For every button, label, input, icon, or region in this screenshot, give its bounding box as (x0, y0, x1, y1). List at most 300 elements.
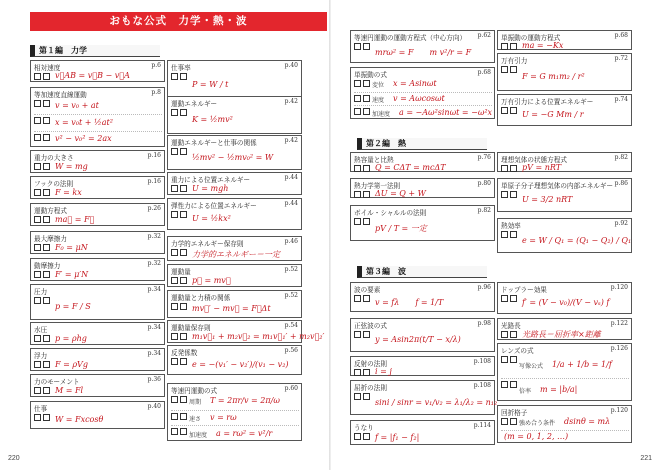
check-box[interactable] (501, 356, 508, 363)
checkbox-group (171, 333, 188, 340)
check-box[interactable] (43, 216, 50, 223)
formula-box (497, 318, 632, 340)
check-box[interactable] (354, 165, 361, 172)
formula-box (167, 236, 302, 261)
formula-box (30, 284, 165, 320)
check-box[interactable] (171, 73, 178, 80)
formula-line (171, 183, 299, 195)
check-box[interactable] (171, 148, 178, 155)
formula-text: y = Asin2π(t/T − x/λ) (375, 335, 461, 344)
checkbox-group (34, 73, 51, 80)
checkbox-group (171, 413, 188, 420)
formula-box (350, 205, 495, 241)
check-box[interactable] (363, 43, 370, 50)
formula-line (34, 412, 162, 429)
page-gutter (329, 0, 331, 470)
formula-box-title: 万有引力による位置エネルギー (501, 98, 594, 106)
check-box[interactable] (354, 95, 361, 102)
check-box[interactable] (34, 271, 41, 278)
check-box[interactable] (34, 297, 41, 304)
formula-box-title: 正弦波の式 (354, 322, 387, 330)
formula-text: (m = 0, 1, 2, …) (504, 431, 569, 441)
check-box[interactable] (43, 271, 50, 278)
formula-label: 強め合う条件 (519, 420, 556, 428)
check-box[interactable] (180, 396, 187, 403)
formula-line (501, 416, 629, 430)
check-box[interactable] (501, 295, 508, 302)
formula-box-title: 最大摩擦力 (34, 235, 67, 243)
formula-line (354, 431, 492, 445)
formula-text: U = mgh (192, 183, 229, 193)
formula-text: U = ½kx² (192, 214, 231, 223)
check-box[interactable] (363, 108, 370, 115)
formula-box-title: レンズの式 (501, 347, 534, 355)
formula-box-title: 重力の大きさ (34, 154, 74, 162)
formula-box (30, 401, 165, 429)
check-box[interactable] (180, 358, 187, 365)
formula-box-title: ボイル・シャルルの法則 (354, 209, 427, 217)
checkbox-group (501, 231, 518, 238)
checkbox-group (354, 95, 371, 102)
check-box[interactable] (34, 73, 41, 80)
check-box[interactable] (510, 191, 517, 198)
formula-box (497, 30, 632, 50)
formula-text: i = j (375, 367, 392, 376)
formula-box (167, 290, 302, 318)
page-number-left: 220 (8, 455, 20, 462)
formula-text: 力学的エネルギー＝一定 (192, 249, 280, 259)
formula-text: M = Fl (55, 385, 84, 395)
formula-box-page-ref: p.6 (151, 62, 161, 69)
formula-box-page-ref: p.60 (284, 385, 298, 392)
check-box[interactable] (171, 303, 178, 310)
formula-box-page-ref: p.32 (147, 260, 161, 267)
formula-box-page-ref: p.108 (473, 382, 491, 389)
formula-line (501, 64, 629, 91)
check-box[interactable] (34, 117, 41, 124)
check-box[interactable] (171, 277, 178, 284)
check-box[interactable] (180, 211, 187, 218)
formula-box (167, 135, 302, 170)
check-box[interactable] (180, 277, 187, 284)
formula-line (501, 378, 629, 403)
formula-text: F₀ = μN (55, 242, 88, 252)
checkbox-group (34, 163, 51, 170)
formula-box-title: 運動エネルギー (171, 100, 218, 108)
check-box[interactable] (34, 100, 41, 107)
check-box[interactable] (354, 331, 361, 338)
checkbox-group (34, 189, 51, 196)
formula-line (354, 92, 492, 107)
formula-box (167, 345, 302, 375)
formula-box (167, 320, 325, 343)
check-box[interactable] (180, 428, 187, 435)
checkbox-group (501, 295, 518, 302)
check-box[interactable] (354, 191, 361, 198)
check-box[interactable] (363, 369, 370, 376)
check-box[interactable] (43, 335, 50, 342)
formula-box-title: 反発係数 (171, 349, 198, 357)
formula-box-title: 理想気体の状態方程式 (501, 156, 567, 164)
formula-text: m = |b/a| (540, 384, 578, 394)
check-box[interactable] (43, 387, 50, 394)
checkbox-group (501, 191, 518, 198)
formula-box-page-ref: p.40 (284, 62, 298, 69)
check-box[interactable] (354, 295, 361, 302)
formula-box-page-ref: p.40 (147, 403, 161, 410)
formula-box-page-ref: p.126 (610, 345, 628, 352)
formula-box (350, 30, 495, 63)
check-box[interactable] (354, 369, 361, 376)
check-box[interactable] (501, 381, 508, 388)
formula-text: K = ½mv² (192, 115, 233, 124)
check-box[interactable] (354, 108, 361, 115)
formula-box-title: 力学的エネルギー保存則 (171, 240, 244, 248)
formula-text: a = −Aω²sinωt = −ω²x (399, 107, 493, 117)
formula-box (167, 96, 302, 134)
checkbox-group (34, 216, 51, 223)
check-box[interactable] (510, 295, 517, 302)
check-box[interactable] (510, 418, 517, 425)
check-box[interactable] (363, 433, 370, 440)
checkbox-group (354, 295, 371, 302)
formula-line (171, 356, 299, 375)
check-box[interactable] (501, 107, 508, 114)
formula-line (34, 269, 162, 281)
check-box[interactable] (43, 100, 50, 107)
formula-box (30, 258, 165, 281)
check-box[interactable] (510, 231, 517, 238)
check-box[interactable] (180, 249, 187, 256)
formula-box-title: 水圧 (34, 326, 48, 334)
formula-box-page-ref: p.46 (284, 238, 298, 245)
formula-box-title: 運動量 (171, 268, 191, 276)
formula-line (501, 105, 629, 126)
formula-label: 速度 (372, 96, 385, 104)
formula-text: x = Asinωt (393, 79, 437, 89)
formula-box-title: 単原子分子理想気体の内部エネルギー (501, 182, 614, 190)
check-box[interactable] (43, 134, 50, 141)
check-box[interactable] (43, 297, 50, 304)
check-box[interactable] (363, 331, 370, 338)
check-box[interactable] (501, 331, 508, 338)
formula-text: v² − v₀² = 2ax (55, 134, 112, 144)
formula-box (350, 152, 495, 172)
check-box[interactable] (180, 303, 187, 310)
checkbox-group (354, 80, 371, 87)
formula-label: 周期 (189, 399, 202, 407)
formula-box-title: 仕事率 (171, 64, 191, 72)
check-box[interactable] (180, 148, 187, 155)
check-box[interactable] (171, 185, 178, 192)
check-box[interactable] (363, 393, 370, 400)
formula-line (354, 189, 492, 199)
checkbox-group (354, 433, 371, 440)
check-box[interactable] (34, 387, 41, 394)
formula-box-title: 等速円運動の運動方程式（中心方向） (354, 34, 467, 42)
formula-text: ΔU = Q + W (375, 189, 426, 198)
formula-text: p⃗ = mv⃗ (192, 275, 231, 285)
formula-box (497, 218, 632, 253)
checkbox-group (501, 381, 518, 388)
formula-box (497, 405, 632, 443)
formula-text: mrω² = F m v²/r = F (375, 47, 472, 57)
formula-box-page-ref: p.68 (614, 32, 628, 39)
formula-line (354, 78, 492, 92)
formula-line (171, 425, 299, 442)
formula-text: pV / T = 一定 (375, 224, 427, 233)
check-box[interactable] (43, 117, 50, 124)
formula-line (171, 394, 299, 410)
formula-box-page-ref: p.68 (477, 69, 491, 76)
check-box[interactable] (171, 333, 178, 340)
formula-line (354, 293, 492, 312)
formula-box-page-ref: p.44 (284, 174, 298, 181)
check-box[interactable] (501, 66, 508, 73)
checkbox-group (34, 335, 51, 342)
formula-box (30, 322, 165, 345)
checkbox-group (354, 165, 371, 172)
formula-box-page-ref: p.108 (473, 358, 491, 365)
formula-line (171, 331, 325, 343)
checkbox-group (501, 331, 518, 338)
check-box[interactable] (43, 189, 50, 196)
section-heading-mechanics: 第１編 力学 (30, 45, 160, 57)
check-box[interactable] (363, 80, 370, 87)
section-heading-waves: 第３編 波 (357, 266, 487, 278)
check-box[interactable] (171, 358, 178, 365)
checkbox-group (354, 218, 371, 225)
check-box[interactable] (34, 335, 41, 342)
formula-box-page-ref: p.44 (284, 200, 298, 207)
formula-box (30, 203, 165, 226)
formula-text: sini / sinr = v₁/v₂ = λ₁/λ₂ = n₁₂ (375, 397, 498, 407)
formula-line (34, 187, 162, 199)
checkbox-group (171, 185, 188, 192)
checkbox-group (171, 211, 188, 218)
formula-text: F = G m₁m₂ / r² (522, 72, 585, 81)
formula-label: 変位 (372, 82, 385, 90)
formula-text: p = ρhg (55, 333, 87, 343)
check-box[interactable] (180, 413, 187, 420)
check-box[interactable] (34, 244, 41, 251)
formula-box-title: 等加速度直線運動 (34, 91, 87, 99)
formula-box-page-ref: p.82 (477, 207, 491, 214)
formula-box (30, 87, 165, 147)
formula-box-page-ref: p.74 (614, 96, 628, 103)
check-box[interactable] (501, 418, 508, 425)
checkbox-group (501, 66, 518, 73)
check-box[interactable] (34, 361, 41, 368)
checkbox-group (354, 393, 371, 400)
formula-box (497, 94, 632, 126)
formula-line (171, 410, 299, 427)
check-box[interactable] (354, 393, 361, 400)
formula-line (171, 107, 299, 134)
formula-box (30, 60, 165, 82)
check-box[interactable] (501, 43, 508, 50)
formula-box-title: 回折格子 (501, 409, 528, 417)
formula-box-page-ref: p.86 (614, 180, 628, 187)
formula-line (171, 301, 299, 318)
formula-line (354, 216, 492, 241)
formula-line (501, 354, 629, 378)
formula-box (167, 198, 302, 230)
formula-line (34, 161, 162, 173)
check-box[interactable] (180, 185, 187, 192)
checkbox-group (34, 134, 51, 141)
checkbox-group (34, 361, 51, 368)
check-box[interactable] (43, 163, 50, 170)
formula-box (30, 176, 165, 199)
checkbox-group (171, 396, 188, 403)
check-box[interactable] (363, 295, 370, 302)
formula-text: W = Fxcosθ (55, 415, 104, 424)
formula-text: Q = CΔT = mcΔT (375, 163, 446, 172)
formula-line (34, 295, 162, 320)
formula-box (497, 178, 632, 212)
formula-box-page-ref: p.52 (284, 292, 298, 299)
check-box[interactable] (363, 218, 370, 225)
check-box[interactable] (501, 165, 508, 172)
formula-text: v = rω (210, 412, 237, 422)
formula-text: F = kx (55, 187, 82, 197)
formula-text: mv⃗′ − mv⃗ = F⃗Δt (192, 304, 271, 313)
formula-line (34, 98, 162, 114)
check-box[interactable] (34, 414, 41, 421)
check-box[interactable] (510, 356, 517, 363)
formula-line (354, 41, 492, 63)
checkbox-group (501, 165, 518, 172)
formula-box-title: 運動エネルギーと仕事の関係 (171, 139, 257, 147)
formula-box-title: 熱効率 (501, 222, 521, 230)
formula-line (34, 114, 162, 131)
checkbox-group (354, 369, 371, 376)
formula-box-page-ref: p.32 (147, 233, 161, 240)
formula-line (171, 146, 299, 170)
page-title: おもな公式 力学・熱・波 (30, 12, 327, 31)
formula-box (350, 380, 498, 415)
check-box[interactable] (171, 109, 178, 116)
check-box[interactable] (354, 218, 361, 225)
check-box[interactable] (171, 428, 178, 435)
check-box[interactable] (354, 80, 361, 87)
formula-label: 写像公式 (519, 363, 544, 371)
section-heading-heat: 第２編 熱 (357, 138, 487, 150)
check-box[interactable] (43, 414, 50, 421)
formula-box-title: 運動量と力積の関係 (171, 294, 231, 302)
formula-box-title: 力のモーメント (34, 378, 80, 386)
check-box[interactable] (171, 211, 178, 218)
formula-box-page-ref: p.122 (610, 320, 628, 327)
checkbox-group (354, 108, 371, 115)
formula-box-title: 単振動の運動方程式 (501, 34, 561, 42)
check-box[interactable] (43, 361, 50, 368)
formula-box-title: 万有引力 (501, 57, 528, 65)
formula-box-page-ref: p.76 (477, 154, 491, 161)
checkbox-group (34, 117, 51, 124)
checkbox-group (501, 107, 518, 114)
formula-text: 1/a + 1/b = 1/f (552, 360, 612, 370)
formula-line (501, 163, 629, 173)
formula-box-page-ref: p.92 (614, 220, 628, 227)
formula-box-page-ref: p.16 (147, 178, 161, 185)
check-box[interactable] (171, 396, 178, 403)
check-box[interactable] (510, 331, 517, 338)
formula-box (350, 178, 495, 198)
check-box[interactable] (34, 163, 41, 170)
formula-text: x = v₀t + ½at² (55, 117, 113, 127)
checkbox-group (171, 277, 188, 284)
formula-box-title: 屈折の法則 (354, 384, 387, 392)
formula-box-page-ref: p.114 (473, 422, 491, 429)
checkbox-group (171, 428, 188, 435)
formula-text: v⃗AB = v⃗B − v⃗A (55, 71, 130, 80)
formula-box (350, 282, 495, 312)
check-box[interactable] (180, 333, 187, 340)
check-box[interactable] (510, 381, 517, 388)
formula-line (501, 430, 629, 445)
formula-text: p = F / S (55, 302, 91, 311)
checkbox-group (171, 249, 188, 256)
check-box[interactable] (510, 107, 517, 114)
formula-label: 倍率 (519, 387, 532, 395)
check-box[interactable] (180, 109, 187, 116)
formula-text: dsinθ = mλ (564, 417, 611, 427)
check-box[interactable] (501, 191, 508, 198)
checkbox-group (354, 331, 371, 338)
check-box[interactable] (363, 165, 370, 172)
formula-box (30, 231, 165, 254)
formula-text: e = W / Q₁ = (Q₁ − Q₂) / Q₁ (522, 235, 632, 245)
check-box[interactable] (354, 43, 361, 50)
formula-box-page-ref: p.34 (147, 324, 161, 331)
checkbox-group (34, 387, 51, 394)
formula-box-title: 運動量保存則 (171, 324, 211, 332)
check-box[interactable] (510, 66, 517, 73)
check-box[interactable] (180, 73, 187, 80)
formula-box-title: ドップラー効果 (501, 286, 547, 294)
check-box[interactable] (34, 189, 41, 196)
formula-box (167, 383, 302, 441)
formula-text: F′ = μ′N (55, 269, 89, 279)
formula-line (501, 293, 629, 314)
check-box[interactable] (171, 413, 178, 420)
checkbox-group (354, 191, 371, 198)
check-box[interactable] (363, 191, 370, 198)
check-box[interactable] (501, 231, 508, 238)
formula-box-page-ref: p.54 (284, 322, 298, 329)
formula-box-page-ref: p.82 (614, 154, 628, 161)
formula-line (354, 367, 492, 377)
check-box[interactable] (34, 216, 41, 223)
formula-text: U = 3/2 nRT (522, 195, 573, 204)
check-box[interactable] (363, 95, 370, 102)
formula-line (501, 41, 629, 51)
check-box[interactable] (510, 43, 517, 50)
formula-box (30, 150, 165, 173)
check-box[interactable] (171, 249, 178, 256)
formula-text: v = v₀ + at (55, 100, 99, 110)
check-box[interactable] (510, 165, 517, 172)
check-box[interactable] (43, 244, 50, 251)
formula-line (34, 131, 162, 148)
check-box[interactable] (43, 73, 50, 80)
checkbox-group (171, 148, 188, 155)
formula-line (501, 229, 632, 253)
check-box[interactable] (354, 433, 361, 440)
check-box[interactable] (34, 134, 41, 141)
